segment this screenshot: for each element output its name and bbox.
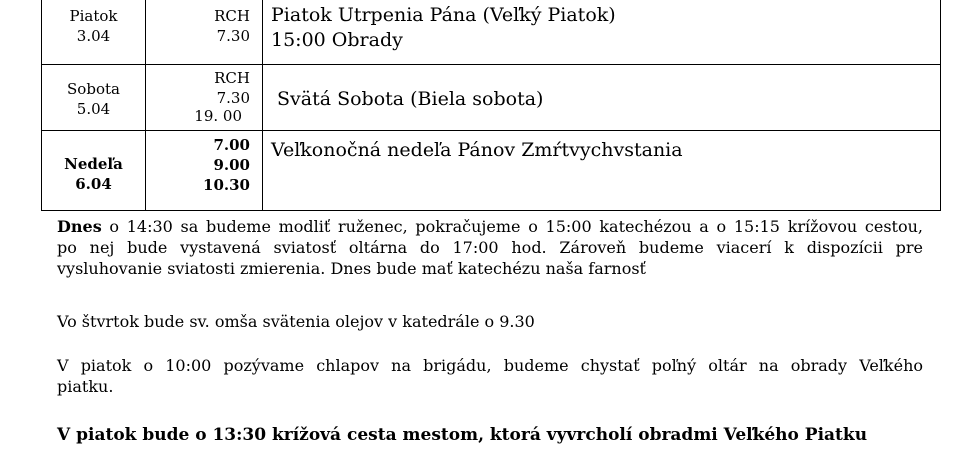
description-line: Svätá Sobota (Biela sobota) bbox=[277, 88, 544, 110]
day-cell bbox=[42, 0, 146, 65]
time-entry: RCH bbox=[214, 69, 250, 87]
description-cell bbox=[263, 131, 941, 211]
schedule-row-saturday bbox=[42, 65, 941, 131]
time-cell bbox=[146, 65, 263, 131]
schedule-row-sunday bbox=[42, 131, 941, 211]
notice-thursday: Vo štvrtok bude sv. omša svätenia olejov v katedrále o 9.30 bbox=[57, 312, 535, 331]
time-cell bbox=[146, 131, 263, 211]
notice-line: vysluhovanie sviatosti zmierenia. Dnes bude mať katechézu naša farnosť bbox=[57, 259, 646, 278]
time-entry: 7.00 bbox=[213, 136, 250, 154]
time-entry: 10.30 bbox=[203, 176, 250, 194]
notice-text: o 14:30 sa budeme modliť ruženec, pokračujeme o 15:00 katechézou a o 15:15 krížovou cestou, bbox=[101, 217, 923, 236]
day-cell bbox=[42, 131, 146, 211]
notice-line: po nej bude vystavená sviatosť oltárna do 17:00 hod. Zároveň budeme viacerí k dispozícii pre bbox=[57, 238, 923, 257]
day-date: 5.04 bbox=[76, 100, 111, 118]
schedule-table bbox=[41, 0, 941, 211]
notice-today-lead: Dnes bbox=[57, 217, 102, 236]
description-cell bbox=[263, 65, 941, 131]
day-name: Sobota bbox=[67, 80, 120, 98]
notice-friday-procession: V piatok bude o 13:30 krížová cesta mestom, ktorá vyvrcholí obradmi Veľkého Piatku bbox=[57, 425, 868, 445]
notice-line bbox=[57, 216, 923, 237]
day-cell bbox=[42, 65, 146, 131]
time-entry: RCH bbox=[214, 7, 250, 25]
schedule-row-friday bbox=[42, 0, 941, 65]
time-entry: 9.00 bbox=[213, 156, 250, 174]
time-entry: 19. 00 bbox=[194, 107, 242, 125]
notice-line: piatku. bbox=[57, 377, 114, 396]
time-cell bbox=[146, 0, 263, 65]
day-date: 6.04 bbox=[75, 175, 112, 193]
time-entry: 7.30 bbox=[216, 27, 250, 45]
description-cell bbox=[263, 0, 941, 65]
notice-friday-brigade bbox=[57, 355, 923, 397]
day-name: Piatok bbox=[69, 7, 118, 25]
description-line: Piatok Utrpenia Pána (Veľký Piatok) bbox=[271, 4, 616, 26]
description-line: 15:00 Obrady bbox=[271, 29, 403, 51]
notice-today bbox=[57, 216, 923, 279]
day-date: 3.04 bbox=[76, 27, 111, 45]
time-entry: 7.30 bbox=[216, 89, 250, 107]
day-name: Nedeľa bbox=[64, 155, 123, 173]
notice-line: V piatok o 10:00 pozývame chlapov na brigádu, budeme chystať poľný oltár na obrady Veľkého bbox=[57, 356, 923, 375]
description-line: Veľkonočná nedeľa Pánov Zmŕtvychvstania bbox=[271, 139, 683, 161]
